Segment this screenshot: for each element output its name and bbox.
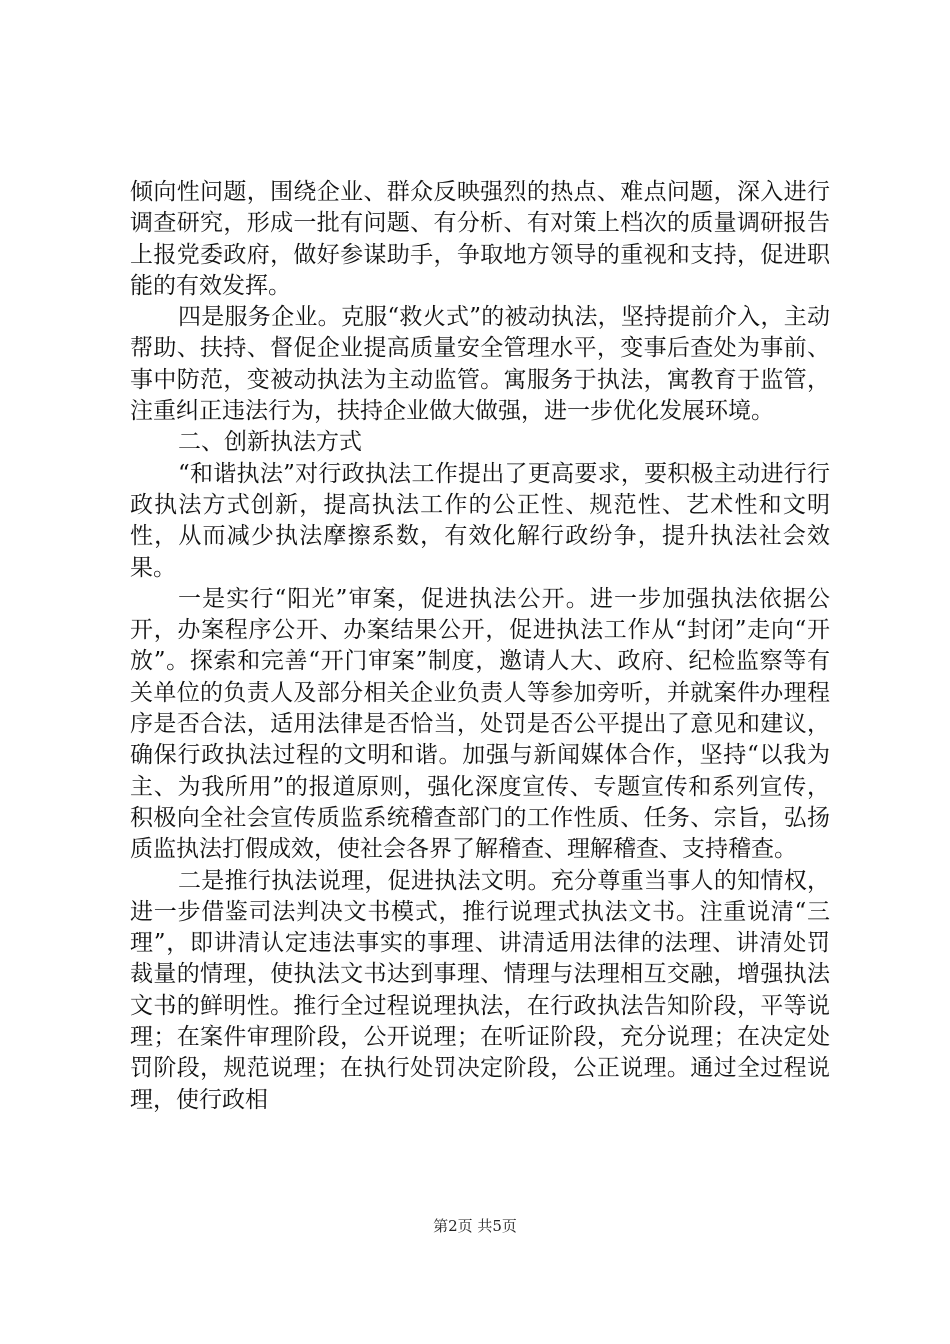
- document-body: [130, 177, 830, 1116]
- page-number-footer: 第2页 共5页: [433, 1217, 517, 1235]
- paragraph-4: 一是实行“阳光”审案，促进执法公开。进一步加强执法依据公开，办案程序公开、办案结果公开，促进执法工作从“封闭”走向“开放”。探索和完善“开门审案”制度，邀请人大、政府、纪检监察等有关单位的负责人及部分相关企业负责人等参加旁听，并就案件办理程序是否合法，适用法律是否恰当，处罚是否公平提出了意见和建议，确保行政执法过程的文明和谐。加强与新闻媒体合作，坚持“以我为主、为我所用”的报道原则，强化深度宣传、专题宣传和系列宣传，积极向全社会宣传质监系统稽查部门的工作性质、任务、宗旨，弘扬质监执法打假成效，使社会各界了解稽查、理解稽查、支持稽查。: [130, 585, 830, 863]
- section-heading: 二、创新执法方式: [178, 429, 362, 456]
- paragraph-2: 四是服务企业。克服“救火式”的被动执法，坚持提前介入，主动帮助、扶持、督促企业提高质量安全管理水平，变事后查处为事前、事中防范，变被动执法为主动监管。寓服务于执法，寓教育于监管，注重纠正违法行为，扶持企业做大做强，进一步优化发展环境。: [130, 304, 830, 425]
- paragraph-5: 二是推行执法说理，促进执法文明。充分尊重当事人的知情权，进一步借鉴司法判决文书模式，推行说理式执法文书。注重说清“三理”，即讲清认定违法事实的事理、讲清适用法律的法理、讲清处罚裁量的情理，使执法文书达到事理、情理与法理相互交融，增强执法文书的鲜明性。推行全过程说理执法，在行政执法告知阶段，平等说理；在案件审理阶段，公开说理；在听证阶段，充分说理；在决定处罚阶段，规范说理；在执行处罚决定阶段，公正说理。通过全过程说理，使行政相: [130, 867, 830, 1113]
- paragraph-1: 倾向性问题，围绕企业、群众反映强烈的热点、难点问题，深入进行调查研究，形成一批有问题、有分析、有对策上档次的质量调研报告上报党委政府，做好参谋助手，争取地方领导的重视和支持，促进职能的有效发挥。: [130, 179, 830, 299]
- paragraph-3: “和谐执法”对行政执法工作提出了更高要求，要积极主动进行行政执法方式创新，提高执法工作的公正性、规范性、艺术性和文明性，从而减少执法摩擦系数，有效化解行政纷争，提升执法社会效果。: [130, 460, 830, 581]
